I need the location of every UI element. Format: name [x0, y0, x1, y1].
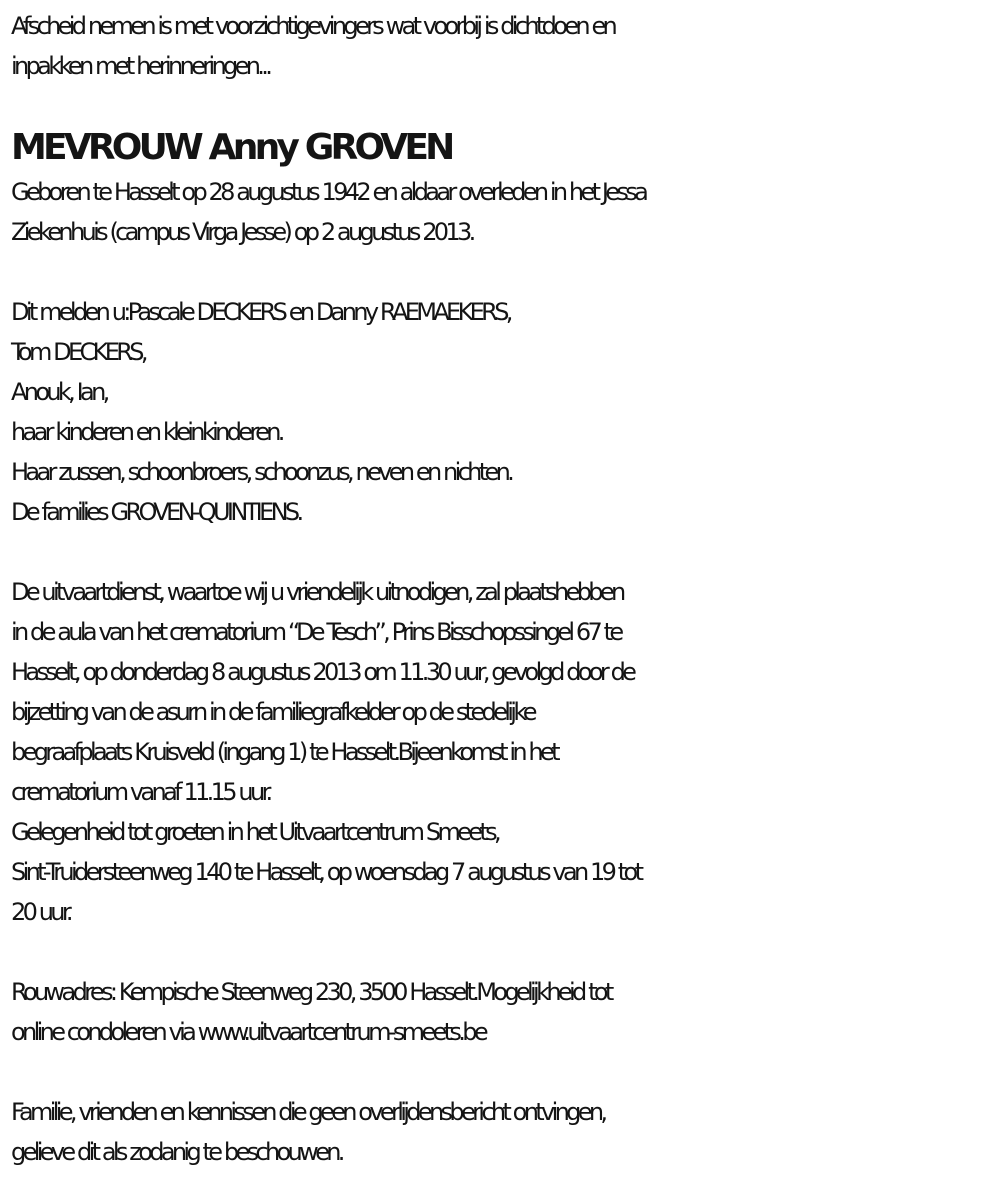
mourning-address [11, 972, 996, 1052]
paragraph-gap [11, 932, 996, 972]
birth-line: Ziekenhuis (campus Virga Jesse) op 2 augustus 2013. [11, 218, 473, 246]
service-line: Hasselt, op donderdag 8 augustus 2013 om 11.30 uur, gevolgd door de [11, 658, 634, 686]
service-line: begraafplaats Kruisveld (ingang 1) te Hasselt.Bijeenkomst in het [11, 738, 557, 766]
family-line: Tom DECKERS, [11, 338, 145, 366]
family-line: Haar zussen, schoonbroers, schoonzus, neven en nichten. [11, 458, 512, 486]
closing-line: gelieve dit als zodanig te beschouwen. [11, 1138, 342, 1166]
family-line: Dit melden u:Pascale DECKERS en Danny RAEMAEKERS, [11, 298, 510, 326]
service-line: bijzetting van de asurn in de familiegrafkelder op de stedelijke [11, 698, 534, 726]
paragraph-gap [11, 252, 996, 292]
address-line: Rouwadres: Kempische Steenweg 230, 3500 Hasselt.Mogelijkheid tot [11, 978, 611, 1006]
service-line: Sint-Truidersteenweg 140 te Hasselt, op woensdag 7 augustus van 19 tot [11, 858, 641, 886]
service-line: in de aula van het crematorium “De Tesch”, Prins Bisschopssingel 67 te [11, 618, 621, 646]
service-line: crematorium vanaf 11.15 uur. [11, 778, 270, 806]
funeral-service-info [11, 572, 996, 932]
closing-note [11, 1092, 996, 1172]
intro-verse [11, 6, 996, 86]
birth-line: Geboren te Hasselt op 28 augustus 1942 en aldaar overleden in het Jessa [11, 178, 646, 206]
closing-line: Familie, vrienden en kennissen die geen overlijdensbericht ontvingen, [11, 1098, 605, 1126]
obituary-document [11, 6, 996, 1172]
intro-line: inpakken met herinneringen... [11, 52, 270, 80]
deceased-name: MEVROUW Anny GROVEN [11, 127, 452, 168]
family-line: haar kinderen en kleinkinderen. [11, 418, 282, 446]
family-line: De families GROVEN-QUINTIENS. [11, 498, 301, 526]
service-line: Gelegenheid tot groeten in het Uitvaartcentrum Smeets, [11, 818, 499, 846]
birth-death-info [11, 172, 996, 252]
service-line: 20 uur. [11, 898, 70, 926]
paragraph-gap [11, 532, 996, 572]
service-line: De uitvaartdienst, waartoe wij u vriendelijk uitnodigen, zal plaatshebben [11, 578, 623, 606]
intro-line: Afscheid nemen is met voorzichtigevingers wat voorbij is dichtdoen en [11, 12, 615, 40]
paragraph-gap [11, 1052, 996, 1092]
address-line: online condoleren via www.uitvaartcentrum-smeets.be [11, 1018, 485, 1046]
family-line: Anouk, Ian, [11, 378, 107, 406]
family-announcement [11, 292, 996, 532]
